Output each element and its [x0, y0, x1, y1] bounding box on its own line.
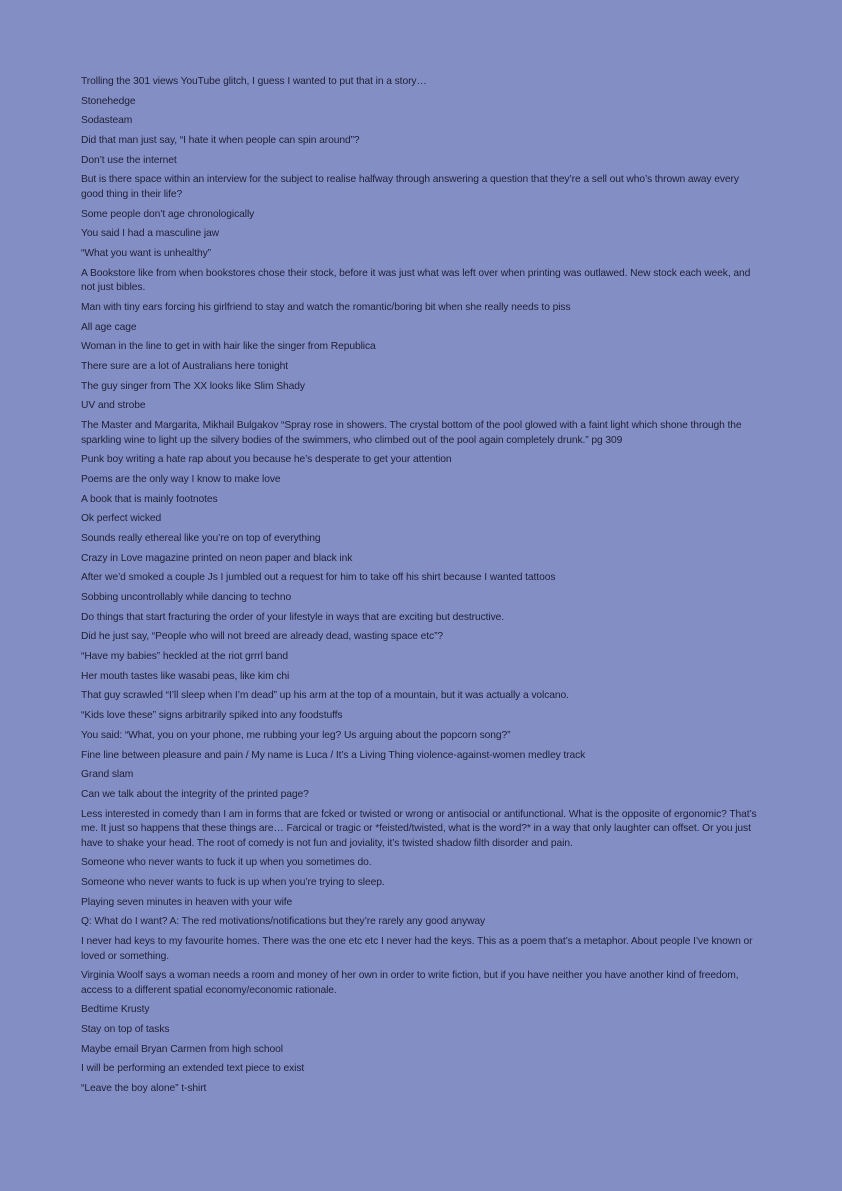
entry-11: Man with tiny ears forcing his girlfriend to stay and watch the romantic/boring bit when she really needs to piss — [81, 301, 571, 313]
entry-41: I never had keys to my favourite homes. There was the one etc etc I never had the keys. This as a poem that’s a metaphor. About people I’ve known or loved or something. — [81, 936, 753, 962]
entry-47: “Leave the boy alone” t-shirt — [81, 1083, 207, 1095]
entry-03: Sodasteam — [81, 115, 133, 127]
entry-01: Trolling the 301 views YouTube glitch, I guess I wanted to put that in a story… — [81, 76, 427, 87]
entry-27: Did he just say, “People who will not breed are already dead, wasting space etc”? — [81, 631, 444, 643]
document-body — [81, 75, 761, 1102]
entry-16: UV and strobe — [81, 400, 146, 412]
entry-07: Some people don’t age chronologically — [81, 208, 255, 220]
entry-02: Stonehedge — [81, 95, 136, 107]
entry-34: Grand slam — [81, 769, 134, 781]
entry-19: Poems are the only way I know to make love — [81, 473, 281, 485]
entry-32: You said: “What, you on your phone, me rubbing your leg? Us arguing about the popcorn song?” — [81, 729, 511, 741]
entry-04: Did that man just say, “I hate it when people can spin around”? — [81, 135, 360, 147]
entry-39: Playing seven minutes in heaven with your wife — [81, 896, 293, 908]
entry-15: The guy singer from The XX looks like Slim Shady — [81, 380, 305, 392]
entry-26: Do things that start fracturing the order of your lifestyle in ways that are exciting but destructive. — [81, 611, 505, 623]
entry-40: Q: What do I want? A: The red motivations/notifications but they’re rarely any good anyway — [81, 916, 486, 928]
entry-33: Fine line between pleasure and pain / My name is Luca / It’s a Living Thing violence-against-women medley track — [81, 749, 586, 761]
entry-20: A book that is mainly footnotes — [81, 493, 218, 505]
entry-44: Stay on top of tasks — [81, 1024, 170, 1036]
entry-22: Sounds really ethereal like you’re on top of everything — [81, 532, 321, 544]
entry-30: That guy scrawled “I’ll sleep when I’m dead” up his arm at the top of a mountain, but it was actually a volcano. — [81, 690, 569, 702]
entry-08: You said I had a masculine jaw — [81, 228, 220, 240]
entry-45: Maybe email Bryan Carmen from high school — [81, 1043, 283, 1055]
entry-24: After we’d smoked a couple Js I jumbled out a request for him to take off his shirt because I wanted tattoos — [81, 572, 556, 584]
entry-43: Bedtime Krusty — [81, 1004, 150, 1016]
entry-25: Sobbing uncontrollably while dancing to techno — [81, 592, 292, 603]
entry-09: “What you want is unhealthy” — [81, 248, 211, 259]
entry-42: Virginia Woolf says a woman needs a room and money of her own in order to write fiction, but if you have neither you have another kind of freedom, access to a different spatial economy/economic rationale. — [81, 970, 739, 996]
entry-31: “Kids love these” signs arbitrarily spiked into any foodstuffs — [81, 710, 343, 722]
entry-35: Can we talk about the integrity of the printed page? — [81, 788, 309, 800]
entry-17: The Master and Margarita, Mikhail Bulgakov “Spray rose in showers. The crystal bottom of the pool glowed with a faint light which shone through the sparkling wine to light up the silvery bodies of the swimmers, who climbed out of the pool again completely drunk.” pg 309 — [81, 420, 742, 446]
entry-21: Ok perfect wicked — [81, 513, 162, 525]
entry-05: Don’t use the internet — [81, 154, 177, 166]
entry-18: Punk boy writing a hate rap about you because he’s desperate to get your attention — [81, 454, 452, 466]
entry-38: Someone who never wants to fuck is up when you’re trying to sleep. — [81, 876, 385, 888]
entry-29: Her mouth tastes like wasabi peas, like kim chi — [81, 670, 290, 682]
entry-06: But is there space within an interview for the subject to realise halfway through answering a question that they’re a sell out who’s thrown away every good thing in their life? — [81, 174, 739, 200]
entry-28: “Have my babies” heckled at the riot grrrl band — [81, 651, 289, 663]
entry-37: Someone who never wants to fuck it up when you sometimes do. — [81, 857, 372, 869]
entry-10: A Bookstore like from when bookstores chose their stock, before it was just what was left over when printing was outlawed. New stock each week, and not just bibles. — [81, 267, 751, 294]
entry-23: Crazy in Love magazine printed on neon paper and black ink — [81, 552, 353, 564]
entry-13: Woman in the line to get in with hair like the singer from Republica — [81, 341, 376, 353]
entry-46: I will be performing an extended text piece to exist — [81, 1063, 305, 1075]
entry-12: All age cage — [81, 321, 137, 333]
entry-14: There sure are a lot of Australians here tonight — [81, 360, 288, 372]
entry-36: Less interested in comedy than I am in forms that are fcked or twisted or wrong or antisocial or antifunctional. What is the opposite of ergonomic? That’s me. It just so happens that these things are… Farcical or tragic or *feisted/twisted, what is the word?* in a way that only laughter can offset. Or you just have to shake your head. The root of comedy is not fun and joviality, it’s twisted shadow filth disorder and pain. — [81, 808, 757, 849]
